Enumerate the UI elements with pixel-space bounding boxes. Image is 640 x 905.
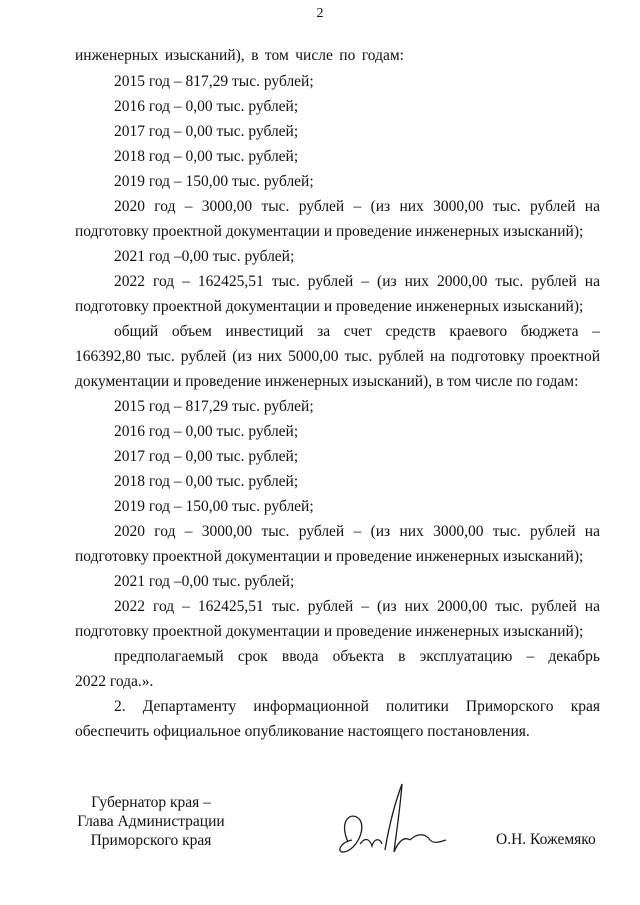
text-line: 2015 год – 817,29 тыс. рублей; [114,73,314,90]
handwritten-signature [330,780,450,870]
text-line: инженерных изысканий), в том числе по годам: [75,47,404,64]
signatory-name: О.Н. Кожемяко [496,831,596,848]
signatory-position [58,793,244,850]
text-line: 2019 год – 150,00 тыс. рублей; [114,173,314,190]
text-line: подготовку проектной документации и проведение инженерных изысканий); [75,623,584,640]
text-line: 2016 год – 0,00 тыс. рублей; [114,98,299,115]
signatory-position-line: Глава Администрации [77,813,225,830]
text-line: подготовку проектной документации и проведение инженерных изысканий); [75,223,584,240]
text-line: 166392,80 тыс. рублей (из них 5000,00 тыс. рублей на подготовку проектной [75,348,600,365]
signatory-position-line: Приморского края [90,832,212,849]
text-line: 2020 год – 3000,00 тыс. рублей – (из них 3000,00 тыс. рублей на [114,198,600,215]
text-line: общий объем инвестиций за счет средств краевого бюджета – [114,323,600,340]
text-line: 2017 год – 0,00 тыс. рублей; [114,448,299,465]
text-line: 2. Департаменту информационной политики Приморского края [114,698,600,715]
text-line: 2021 год –0,00 тыс. рублей; [114,248,295,265]
text-line: 2018 год – 0,00 тыс. рублей; [114,148,299,165]
text-line: 2016 год – 0,00 тыс. рублей; [114,423,299,440]
text-line: предполагаемый срок ввода объекта в эксплуатацию – декабрь [114,648,600,665]
text-line: подготовку проектной документации и проведение инженерных изысканий); [75,548,584,565]
text-line: 2021 год –0,00 тыс. рублей; [114,573,295,590]
text-line: подготовку проектной документации и проведение инженерных изысканий); [75,298,584,315]
text-line: обеспечить официальное опубликование настоящего постановления. [75,723,530,740]
text-line: 2018 год – 0,00 тыс. рублей; [114,473,299,490]
text-line: документации и проведение инженерных изысканий), в том числе по годам: [75,373,579,390]
text-line: 2022 год – 162425,51 тыс. рублей – (из них 2000,00 тыс. рублей на [114,273,600,290]
text-line: 2022 года.». [75,673,154,690]
page-number: 2 [316,6,324,21]
text-line: 2022 год – 162425,51 тыс. рублей – (из них 2000,00 тыс. рублей на [114,598,600,615]
text-line: 2015 год – 817,29 тыс. рублей; [114,398,314,415]
text-line: 2017 год – 0,00 тыс. рублей; [114,123,299,140]
signatory-position-line: Губернатор края – [91,794,211,811]
text-line: 2020 год – 3000,00 тыс. рублей – (из них 3000,00 тыс. рублей на [114,523,600,540]
text-line: 2019 год – 150,00 тыс. рублей; [114,498,314,515]
